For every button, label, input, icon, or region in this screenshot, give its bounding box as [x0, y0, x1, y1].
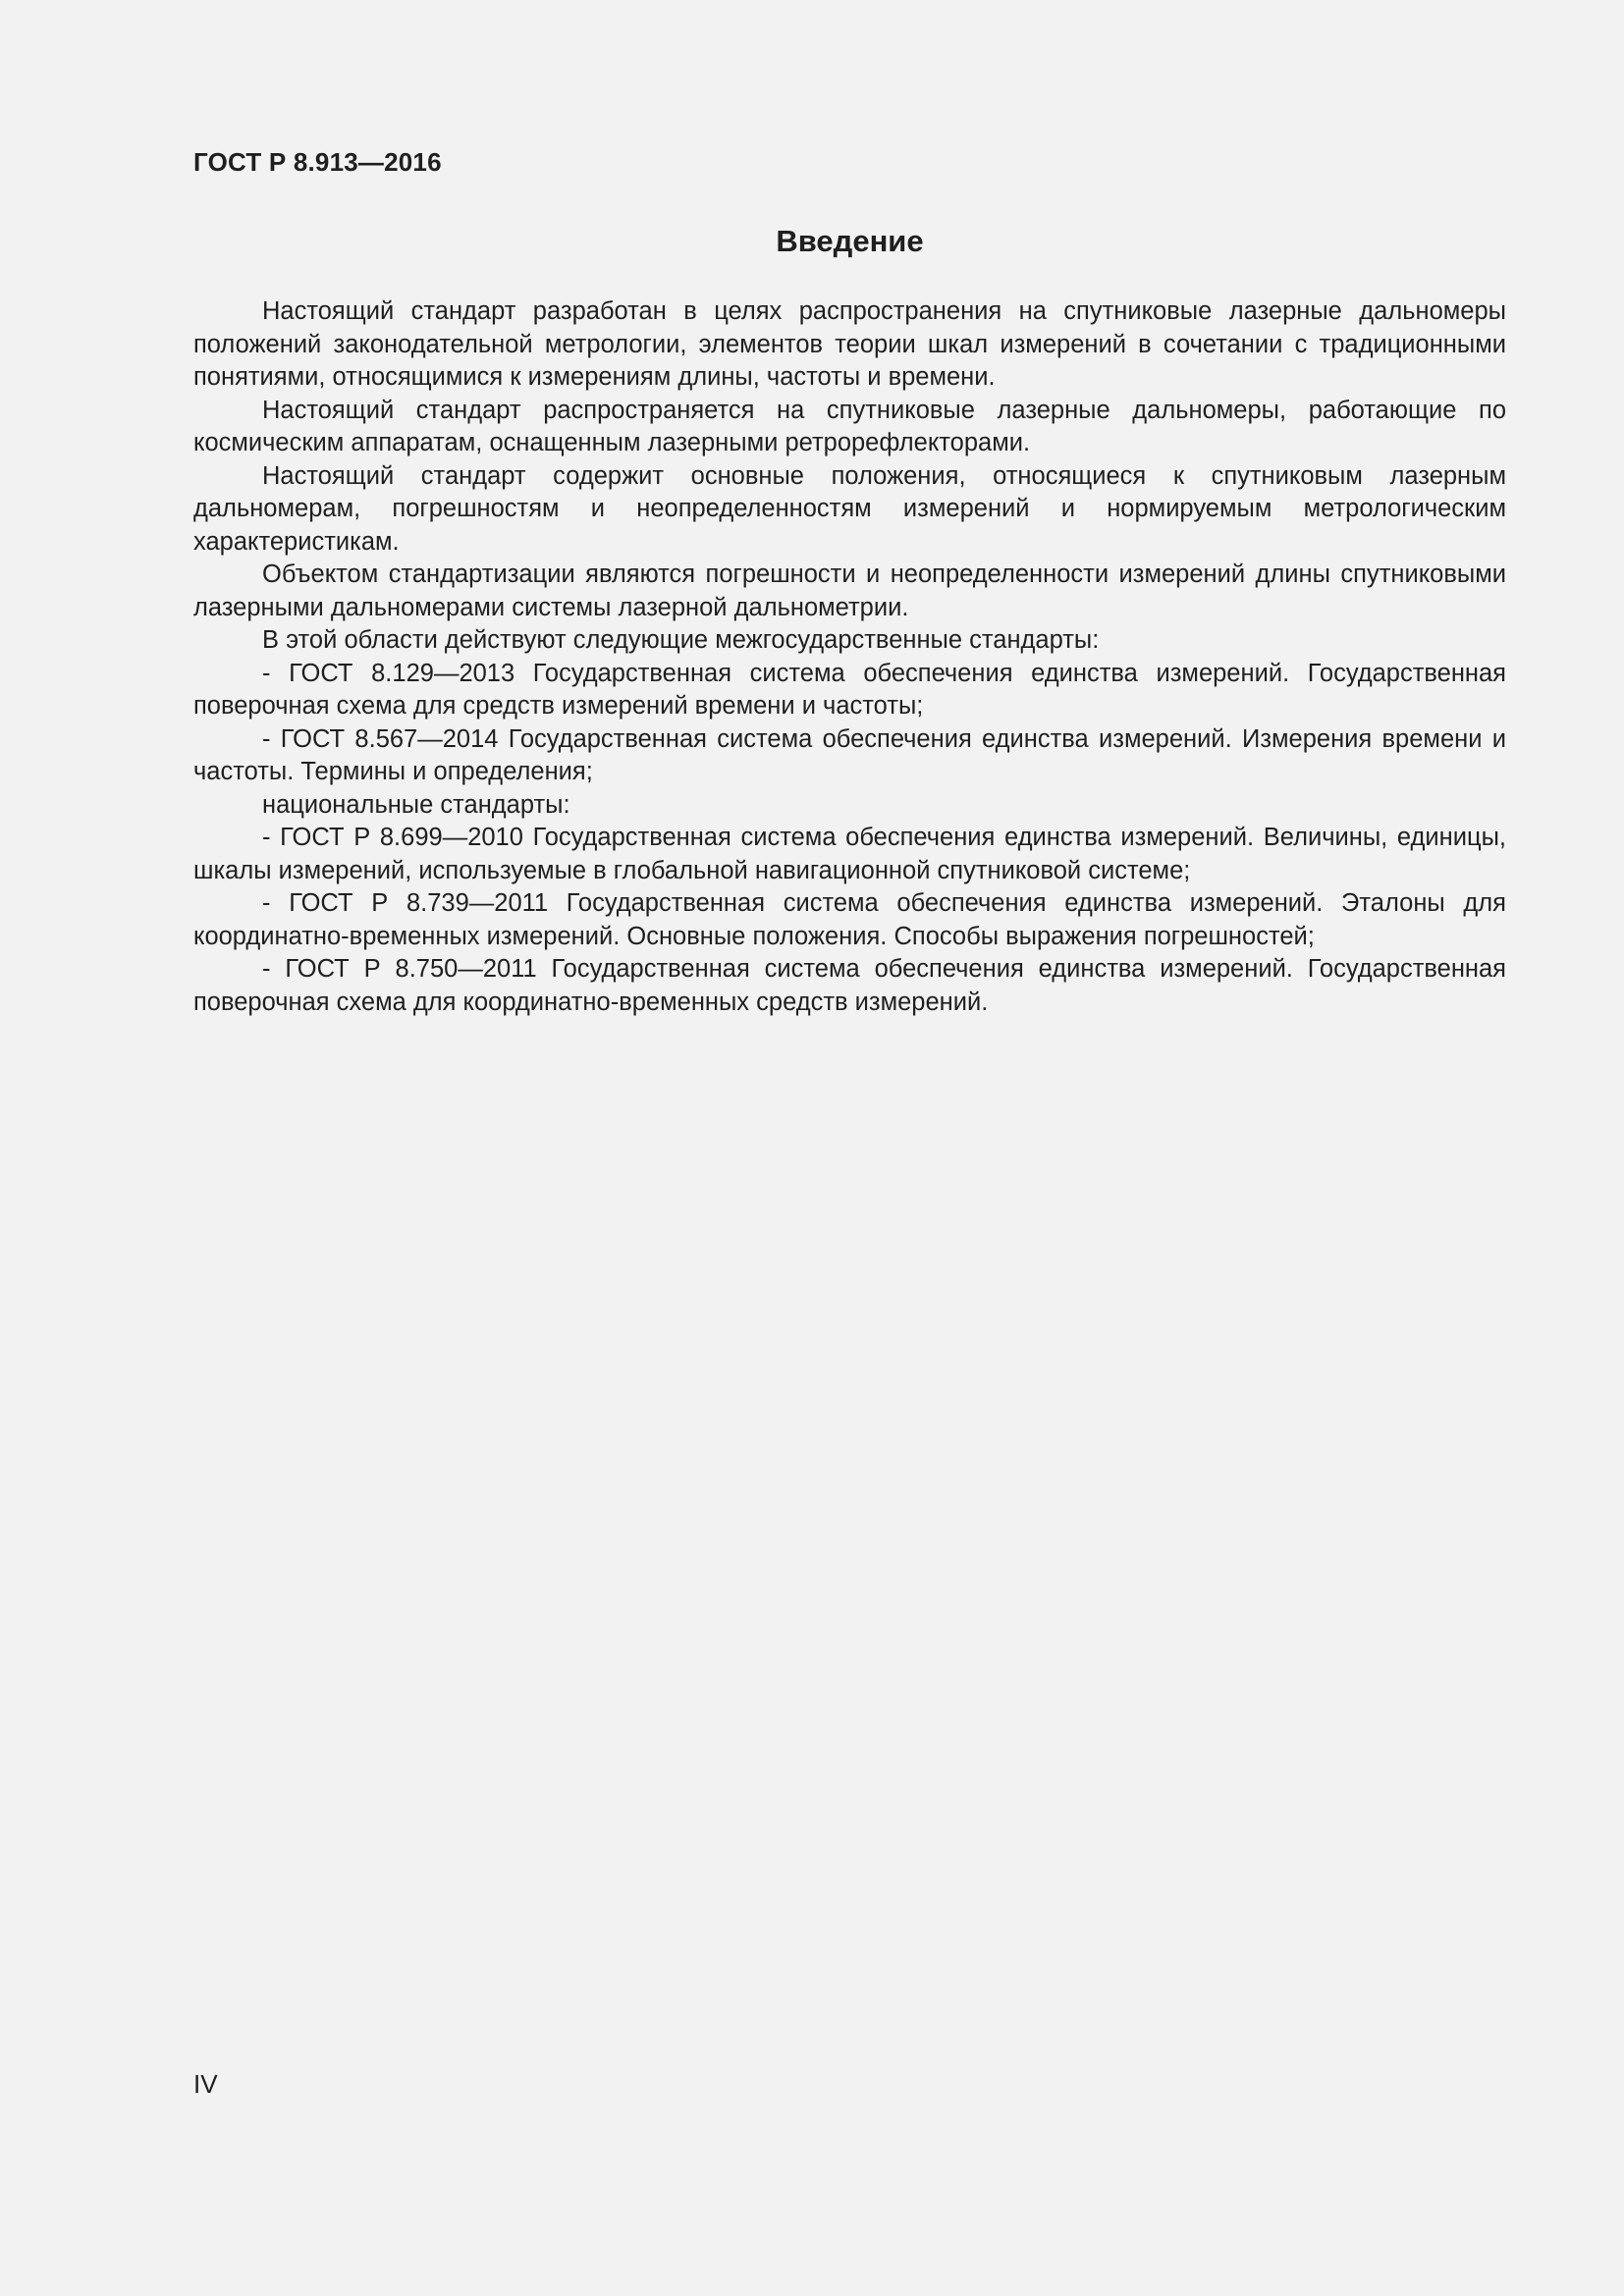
body-text [193, 295, 1506, 1019]
list-item-gost-r-8-739: - ГОСТ Р 8.739—2011 Государственная система обеспечения единства измерений. Эталоны для координатно-временных измерений. Основные положения. Способы выражения погрешностей; [193, 889, 1506, 950]
paragraph-purpose: Настоящий стандарт разработан в целях распространения на спутниковые лазерные дальномеры положений законодательной метрологии, элементов теории шкал измерений в сочетании с традиционными понятиями, относящимися к измерениям длины, частоты и времени. [193, 297, 1506, 391]
paragraph-national-standards-intro: национальные стандарты: [262, 790, 570, 819]
paragraph-contents: Настоящий стандарт содержит основные положения, относящиеся к спутниковым лазерным дальномерам, погрешностям и неопределенностям измерений и нормируемым метрологическим характеристикам. [193, 461, 1506, 556]
document-code-header: ГОСТ Р 8.913—2016 [193, 147, 442, 177]
paragraph-interstate-standards-intro: В этой области действуют следующие межгосударственные стандарты: [262, 626, 1100, 654]
paragraph-object: Объектом стандартизации являются погрешности и неопределенности измерений длины спутниковыми лазерными дальномерами системы лазерной дальнометрии. [193, 561, 1506, 621]
list-item-gost-r-8-699: - ГОСТ Р 8.699—2010 Государственная система обеспечения единства измерений. Величины, единицы, шкалы измерений, используемые в глобальной навигационной спутниковой системе; [193, 824, 1506, 884]
list-item-gost-8-129: - ГОСТ 8.129—2013 Государственная система обеспечения единства измерений. Государственная поверочная схема для средств измерений времени и частоты; [193, 659, 1506, 720]
page-number: IV [193, 2069, 218, 2099]
list-item-gost-8-567: - ГОСТ 8.567—2014 Государственная система обеспечения единства измерений. Измерения времени и частоты. Термины и определения; [193, 724, 1506, 785]
section-heading: Введение [776, 224, 924, 258]
paragraph-scope: Настоящий стандарт распространяется на спутниковые лазерные дальномеры, работающие по космическим аппаратам, оснащенным лазерными ретрорефлекторами. [193, 396, 1506, 456]
list-item-gost-r-8-750: - ГОСТ Р 8.750—2011 Государственная система обеспечения единства измерений. Государственная поверочная схема для координатно-временных средств измерений. [193, 955, 1506, 1016]
